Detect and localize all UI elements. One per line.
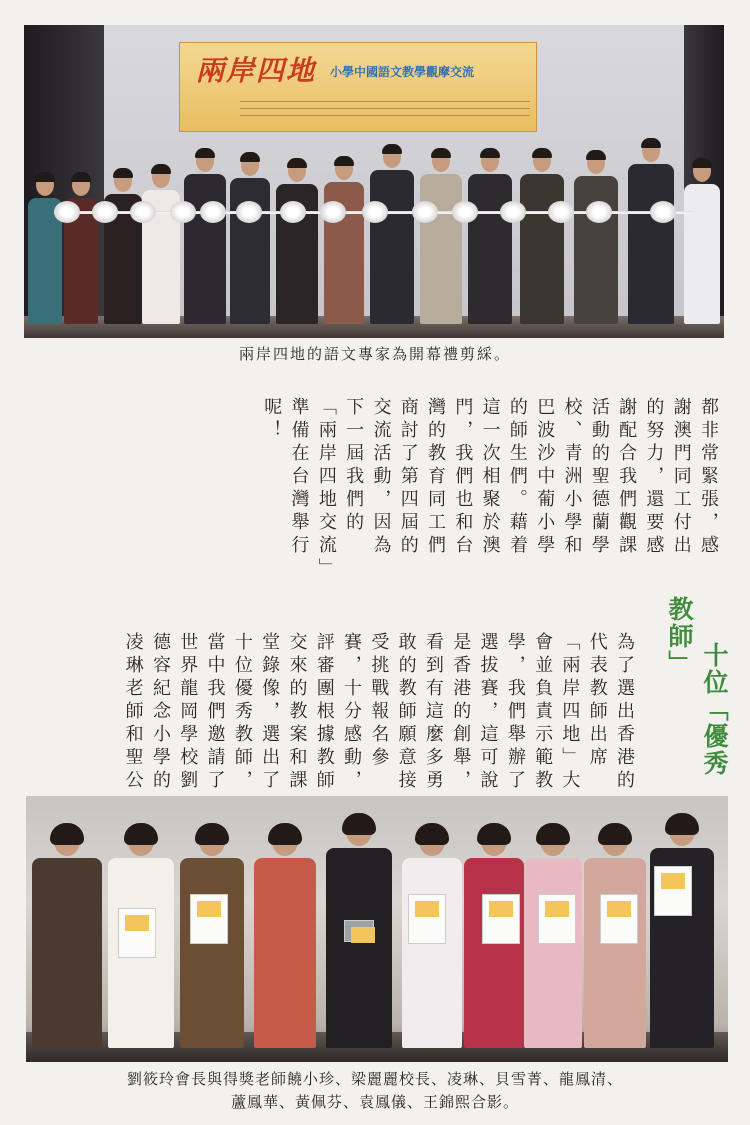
award-trophy xyxy=(344,920,374,942)
bottom-caption-line2: 蘆鳳華、黃佩芬、袁鳳儀、王錦熙合影。 xyxy=(230,1093,519,1111)
award-certificate xyxy=(654,866,692,916)
ribbon-cutting-photo xyxy=(24,25,724,338)
bottom-caption-line1: 劉筱玲會長與得獎老師饒小珍、梁麗麗校長、凌琳、貝雪菁、龍鳳清、 xyxy=(126,1070,623,1088)
award-winners-photo xyxy=(26,796,728,1062)
person xyxy=(324,158,364,324)
award-certificate xyxy=(482,894,520,944)
ribbon-pompom xyxy=(320,201,346,223)
banner-subtitle: 小學中國語文教學觀摩交流 xyxy=(330,65,475,79)
person xyxy=(104,170,142,324)
person xyxy=(420,150,462,324)
ribbon-pompom xyxy=(650,201,676,223)
ribbon-pompom xyxy=(170,201,196,223)
ribbon-pompom xyxy=(452,201,478,223)
ribbon-pompom xyxy=(586,201,612,223)
ribbon-pompom xyxy=(548,201,574,223)
person xyxy=(142,166,180,324)
bottom-photo-caption xyxy=(50,1068,700,1114)
award-certificate xyxy=(538,894,576,944)
person xyxy=(684,160,720,324)
ribbon-pompom xyxy=(236,201,262,223)
ribbon-pompom xyxy=(54,201,80,223)
award-certificate xyxy=(190,894,228,944)
section-heading-line2: 教師」 xyxy=(665,596,694,677)
article-text-upper: 都非常緊張，感謝澳門同工付出的努力，還要感謝配合我們觀課活動的聖德蘭學校、青洲小學和巴波沙中葡小學的師生們。藉着這一次相聚於澳門，我們也和台灣的教育同工們商討了第四屆的交流活動，因為下一屆我們的「兩岸四地交流」準備在台灣舉行呢！ xyxy=(261,397,719,572)
award-certificate xyxy=(118,908,156,958)
person xyxy=(230,154,270,324)
ribbon-pompom xyxy=(500,201,526,223)
banner-title: 兩岸四地 xyxy=(196,54,317,87)
ribbon-pompom xyxy=(130,201,156,223)
article-text-lower: 為了選出香港的代表教師出席「兩岸四地」大會並負責示範教學，我們舉辦了選拔賽，這可說是香港的創舉，看到有這麼多勇敢的教師願意接受挑戰報名參賽，十分感動，評審團根據教師交來的教案和課堂錄像，選出了十位優秀教師，當中我們邀請了世界龍岡學校劉德容紀念小學的凌琳老師和聖公 xyxy=(122,632,635,793)
ribbon-pompom xyxy=(92,201,118,223)
person xyxy=(64,174,98,324)
ribbon-pompom xyxy=(200,201,226,223)
person xyxy=(520,150,564,324)
person xyxy=(276,160,318,324)
banner-organizer-lines xyxy=(240,101,530,119)
award-certificate xyxy=(600,894,638,944)
person xyxy=(468,150,512,324)
event-banner xyxy=(179,42,537,132)
person xyxy=(574,152,618,324)
person xyxy=(254,826,316,1048)
award-certificate xyxy=(408,894,446,944)
ribbon-pompom xyxy=(280,201,306,223)
person xyxy=(370,146,414,324)
person xyxy=(32,826,102,1048)
ribbon-pompom xyxy=(412,201,438,223)
person xyxy=(28,174,62,324)
section-heading-line1: 十位「優秀 xyxy=(700,642,729,777)
person xyxy=(628,140,674,324)
ribbon-pompom xyxy=(362,201,388,223)
person xyxy=(184,150,226,324)
person xyxy=(650,816,714,1048)
top-photo-caption: 兩岸四地的語文專家為開幕禮剪綵。 xyxy=(238,345,511,363)
